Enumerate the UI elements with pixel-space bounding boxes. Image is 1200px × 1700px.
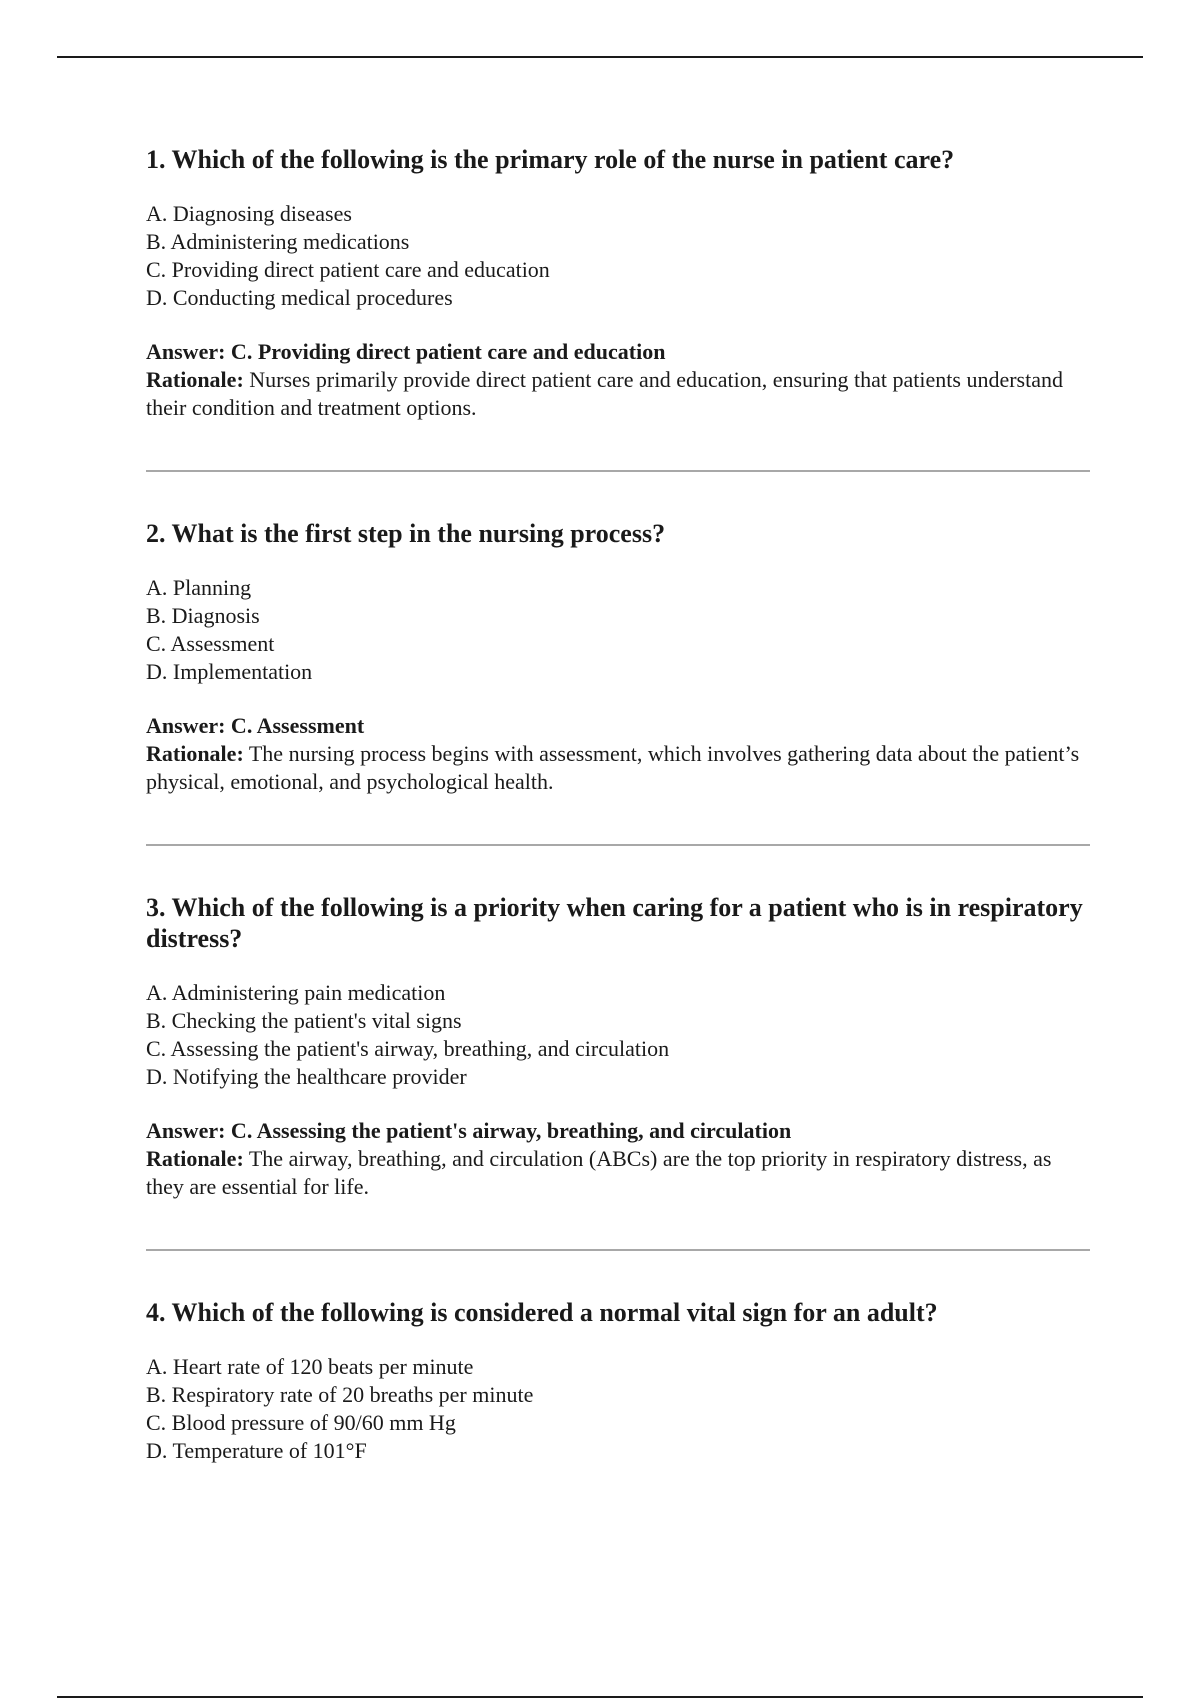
section-divider: [146, 844, 1090, 846]
answer: Answer: C. Assessment: [146, 713, 365, 738]
option-b: B. Administering medications: [146, 229, 410, 254]
answer: Answer: C. Providing direct patient care and education: [146, 339, 666, 364]
question-1: [146, 144, 1090, 422]
option-d: D. Implementation: [146, 659, 313, 684]
rationale-text: Nurses primarily provide direct patient care and education, ensuring that patients understand their condition and treatment options.: [146, 367, 1063, 420]
rationale: [146, 740, 1090, 796]
option-a: A. Heart rate of 120 beats per minute: [146, 1354, 474, 1379]
rationale: [146, 366, 1090, 422]
answer: Answer: C. Assessing the patient's airway, breathing, and circulation: [146, 1118, 792, 1143]
rationale-text: The nursing process begins with assessment, which involves gathering data about the patient’s physical, emotional, and psychological health.: [146, 741, 1080, 794]
rationale-text: The airway, breathing, and circulation (ABCs) are the top priority in respiratory distress, as they are essential for life.: [146, 1146, 1052, 1199]
option-d: D. Notifying the healthcare provider: [146, 1064, 467, 1089]
rationale-label: Rationale:: [146, 1146, 244, 1171]
options-list: [146, 979, 1090, 1091]
question-2: [146, 518, 1090, 796]
question-title: 1. Which of the following is the primary role of the nurse in patient care?: [146, 145, 955, 174]
question-title: 3. Which of the following is a priority when caring for a patient who is in respiratory distress?: [146, 893, 1083, 953]
options-list: [146, 1353, 1090, 1465]
page-bottom-rule: [57, 1696, 1143, 1698]
options-list: [146, 574, 1090, 686]
options-list: [146, 200, 1090, 312]
section-divider: [146, 1249, 1090, 1251]
question-title: 4. Which of the following is considered a normal vital sign for an adult?: [146, 1298, 938, 1327]
option-a: A. Administering pain medication: [146, 980, 446, 1005]
page-top-rule: [57, 56, 1143, 58]
option-c: C. Blood pressure of 90/60 mm Hg: [146, 1410, 456, 1435]
option-c: C. Assessment: [146, 631, 275, 656]
option-b: B. Checking the patient's vital signs: [146, 1008, 462, 1033]
option-a: A. Planning: [146, 575, 252, 600]
option-b: B. Diagnosis: [146, 603, 260, 628]
question-3: [146, 892, 1090, 1201]
option-c: C. Assessing the patient's airway, breathing, and circulation: [146, 1036, 670, 1061]
option-d: D. Temperature of 101°F: [146, 1438, 367, 1463]
question-title: 2. What is the first step in the nursing process?: [146, 519, 666, 548]
question-4: [146, 1297, 1090, 1465]
option-c: C. Providing direct patient care and education: [146, 257, 550, 282]
rationale-label: Rationale:: [146, 367, 244, 392]
option-a: A. Diagnosing diseases: [146, 201, 352, 226]
rationale-label: Rationale:: [146, 741, 244, 766]
section-divider: [146, 470, 1090, 472]
option-b: B. Respiratory rate of 20 breaths per minute: [146, 1382, 534, 1407]
option-d: D. Conducting medical procedures: [146, 285, 453, 310]
rationale: [146, 1145, 1090, 1201]
document-content: [146, 144, 1090, 1491]
